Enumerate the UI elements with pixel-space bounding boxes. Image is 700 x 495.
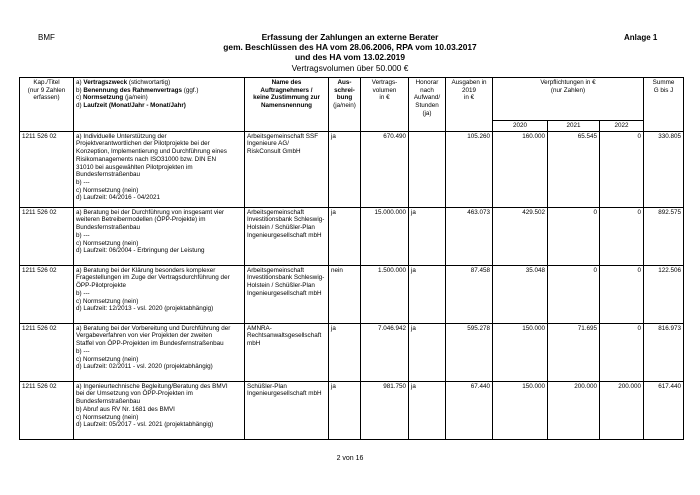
header-auftragnehmer: Name des Auftragnehmers / keine Zustimmung zur Namensnennung	[245, 78, 329, 132]
cell-2022: 0	[600, 131, 644, 207]
table-row	[20, 381, 684, 439]
cell-vertragszweck-line: 31010 bei ausgewählten Pilotprojekten im	[76, 163, 193, 171]
cell-vertragszweck	[74, 131, 245, 207]
cell-auftragnehmer	[245, 207, 329, 265]
page-number: 2 von 16	[336, 455, 364, 462]
cell-2020: 150.000	[493, 323, 548, 381]
table-row	[20, 131, 684, 207]
cell-auftragnehmer	[245, 381, 329, 439]
cell-auftragnehmer-line: Ingenieure AG/	[247, 140, 290, 148]
cell-2021: 0	[548, 265, 600, 323]
cell-auftragnehmer-line: mbH	[247, 340, 261, 348]
cell-auftragnehmer-line: Investitionsbank Schleswig-	[247, 274, 325, 282]
payments-table	[19, 77, 684, 440]
cell-auftragnehmer-line: Schüßler-Plan	[247, 382, 287, 390]
cell-ausgaben-2019: 463.073	[446, 207, 493, 265]
cell-ausschreibung: ja	[329, 131, 361, 207]
cell-vertragszweck-line: Bundesfernstraßenbau	[76, 171, 141, 179]
cell-ausgaben-2019: 67.440	[446, 381, 493, 439]
cell-auftragnehmer-line: Ingenieurgesellschaft mbH	[247, 231, 322, 239]
header-vertragszweck: a) Vertragszweck (stichwortartig) b) Benennung des Rahmenvertrags (ggf.) c) Normsetzung (ja/nein) d) Laufzeit (Monat/Jahr - Monat/Jahr)	[74, 78, 245, 132]
cell-auftragnehmer-line: Holstein / Schüßler-Plan	[247, 224, 315, 232]
cell-auftragnehmer-line: Holstein / Schüßler-Plan	[247, 282, 315, 290]
cell-vertragszweck-line: a) Individuelle Unterstützung der	[76, 132, 167, 140]
attachment-label: Anlage 1	[624, 33, 658, 42]
cell-vertragszweck-line: b) Abruf aus RV Nr. 1681 des BMVI	[76, 405, 175, 413]
cell-kap-titel: 1211 526 02	[20, 265, 74, 323]
cell-ausgaben-2019: 105.260	[446, 131, 493, 207]
cell-vertragsvolumen: 981.750	[361, 381, 409, 439]
cell-2021: 200.000	[548, 381, 600, 439]
cell-2020: 35.048	[493, 265, 548, 323]
cell-vertragszweck-line: Projektverantwortlichen der Pilotprojekte bei der	[76, 140, 210, 148]
cell-honorar	[409, 131, 446, 207]
cell-vertragszweck-line: a) Beratung bei der Klärung besonders komplexer	[76, 266, 216, 274]
header-vertragsvolumen: Vertrags- volumen in €	[361, 78, 409, 132]
cell-auftragnehmer-line: Ingenieurgesellschaft mbH	[247, 390, 322, 398]
header-year-2022: 2022	[600, 121, 644, 132]
cell-vertragsvolumen: 15.000.000	[361, 207, 409, 265]
cell-summe: 816.973	[644, 323, 684, 381]
cell-vertragszweck-line: Risikomanagements nach ISO31000 bzw. DIN EN	[76, 155, 216, 163]
cell-ausschreibung: nein	[329, 265, 361, 323]
cell-2020: 160.000	[493, 131, 548, 207]
cell-summe: 617.440	[644, 381, 684, 439]
cell-vertragszweck-line: b) ---	[76, 289, 90, 297]
cell-2020: 150.000	[493, 381, 548, 439]
cell-vertragszweck-line: Staffel von ÖPP-Projekten im Bundesfernstraßenbau	[76, 340, 224, 348]
cell-kap-titel: 1211 526 02	[20, 131, 74, 207]
cell-summe: 892.575	[644, 207, 684, 265]
cell-ausgaben-2019: 87.458	[446, 265, 493, 323]
header-kap-titel: Kap./Titel (nur 9 Zahlen erfassen)	[20, 78, 74, 132]
cell-vertragszweck-line: Bundesfernstraßenbau	[76, 224, 141, 232]
cell-honorar: ja	[409, 381, 446, 439]
cell-vertragszweck-line: Bundesfernstraßenbau	[76, 398, 141, 406]
document-title	[150, 32, 550, 73]
cell-vertragszweck-line: c) Normsetzung (nein)	[76, 355, 139, 363]
cell-vertragszweck-line: b) ---	[76, 231, 90, 239]
cell-vertragszweck-line: c) Normsetzung (nein)	[76, 413, 139, 421]
cell-2021: 71.695	[548, 323, 600, 381]
cell-vertragszweck	[74, 265, 245, 323]
cell-2020: 429.502	[493, 207, 548, 265]
cell-ausgaben-2019: 595.278	[446, 323, 493, 381]
cell-vertragszweck-line: ÖPP-Pilotprojekte	[76, 282, 127, 290]
cell-vertragszweck-line: bei der Umsetzung von ÖPP-Projekten im	[76, 390, 193, 398]
title-line: gem. Beschlüssen des HA vom 28.06.2006, RPA vom 10.03.2017	[223, 42, 477, 53]
cell-vertragszweck-line: d) Laufzeit: 02/2011 - vsl. 2020 (projektabhängig)	[76, 363, 213, 371]
cell-vertragsvolumen: 7.046.942	[361, 323, 409, 381]
header-ausschreibung: Aus- schrei- bung (ja/nein)	[329, 78, 361, 132]
header-honorar: Honorar nach Aufwand/ Stunden (ja)	[409, 78, 446, 132]
cell-auftragnehmer-line: AMNRA-	[247, 324, 272, 332]
cell-summe: 122.506	[644, 265, 684, 323]
cell-ausschreibung: ja	[329, 323, 361, 381]
cell-vertragszweck	[74, 207, 245, 265]
table-row	[20, 207, 684, 265]
cell-summe: 330.805	[644, 131, 684, 207]
cell-vertragszweck-line: a) Beratung bei der Durchführung von insgesamt vier	[76, 208, 225, 216]
header-summe: Summe G bis J	[644, 78, 684, 132]
cell-ausschreibung: ja	[329, 381, 361, 439]
cell-vertragszweck-line: c) Normsetzung (nein)	[76, 186, 139, 194]
cell-auftragnehmer-line: Arbeitsgemeinschaft	[247, 266, 305, 274]
cell-vertragszweck-line: d) Laufzeit: 04/2016 - 04/2021	[76, 194, 161, 202]
table-row	[20, 265, 684, 323]
cell-kap-titel: 1211 526 02	[20, 323, 74, 381]
cell-honorar: ja	[409, 265, 446, 323]
cell-vertragsvolumen: 670.490	[361, 131, 409, 207]
cell-auftragnehmer	[245, 265, 329, 323]
cell-auftragnehmer-line: Ingenieurgesellschaft mbH	[247, 289, 322, 297]
cell-2022: 200.000	[600, 381, 644, 439]
cell-vertragszweck-line: Vergabeverfahren von vier Projekten der zweiten	[76, 332, 213, 340]
cell-ausschreibung: ja	[329, 207, 361, 265]
cell-honorar: ja	[409, 323, 446, 381]
title-subtitle: Vertragsvolumen über 50.000 €	[291, 62, 409, 73]
cell-vertragszweck-line: a) Ingenieurtechnische Begleitung/Beratung des BMVI	[76, 382, 228, 390]
cell-vertragszweck-line: d) Laufzeit: 12/2013 - vsl. 2020 (projektabhängig)	[76, 305, 214, 313]
cell-honorar: ja	[409, 207, 446, 265]
ministry-label: BMF	[38, 33, 55, 42]
cell-auftragnehmer-line: Arbeitsgemeinschaft SSF	[247, 132, 319, 140]
cell-vertragszweck-line: c) Normsetzung (nein)	[76, 239, 139, 247]
cell-vertragsvolumen: 1.500.000	[361, 265, 409, 323]
header-ausgaben-2019: Ausgaben in 2019 in €	[446, 78, 493, 132]
cell-2022: 0	[600, 207, 644, 265]
cell-auftragnehmer-line: Investitionsbank Schleswig-	[247, 216, 325, 224]
header-year-2020: 2020	[493, 121, 548, 132]
cell-vertragszweck-line: d) Laufzeit: 06/2004 - Erbringung der Leistung	[76, 247, 205, 255]
cell-2021: 65.545	[548, 131, 600, 207]
title-line: Erfassung der Zahlungen an externe Berater	[261, 32, 439, 42]
cell-vertragszweck-line: b) ---	[76, 347, 90, 355]
cell-auftragnehmer	[245, 323, 329, 381]
cell-vertragszweck-line: c) Normsetzung (nein)	[76, 297, 139, 305]
cell-auftragnehmer-line: RiskConsult GmbH	[247, 148, 301, 156]
cell-2022: 0	[600, 265, 644, 323]
table-row	[20, 323, 684, 381]
title-line: und des HA vom 13.02.2019	[294, 52, 405, 63]
cell-auftragnehmer-line: Rechtsanwaltsgesellschaft	[247, 332, 322, 340]
cell-vertragszweck-line: Konzeption, Implementierung und Durchführung eines	[76, 148, 227, 156]
cell-vertragszweck	[74, 323, 245, 381]
cell-vertragszweck-line: weiteren Betreibermodellen (ÖPP-Projekte) im	[76, 216, 206, 224]
cell-vertragszweck	[74, 381, 245, 439]
cell-kap-titel: 1211 526 02	[20, 381, 74, 439]
cell-vertragszweck-line: d) Laufzeit: 05/2017 - vsl. 2021 (projektabhängig)	[76, 421, 214, 429]
cell-2022: 0	[600, 323, 644, 381]
header-year-2021: 2021	[548, 121, 600, 132]
cell-vertragszweck-line: b) ---	[76, 178, 90, 186]
cell-auftragnehmer-line: Arbeitsgemeinschaft	[247, 208, 305, 216]
cell-kap-titel: 1211 526 02	[20, 207, 74, 265]
cell-auftragnehmer	[245, 131, 329, 207]
cell-2021: 0	[548, 207, 600, 265]
header-verpflichtungen: Verpflichtungen in € (nur Zahlen)	[493, 78, 644, 121]
cell-vertragszweck-line: a) Beratung bei der Vorbereitung und Durchführung der	[76, 324, 231, 332]
cell-vertragszweck-line: Fragestellungen im Zuge der Vertragsdurchführung der	[76, 274, 230, 282]
